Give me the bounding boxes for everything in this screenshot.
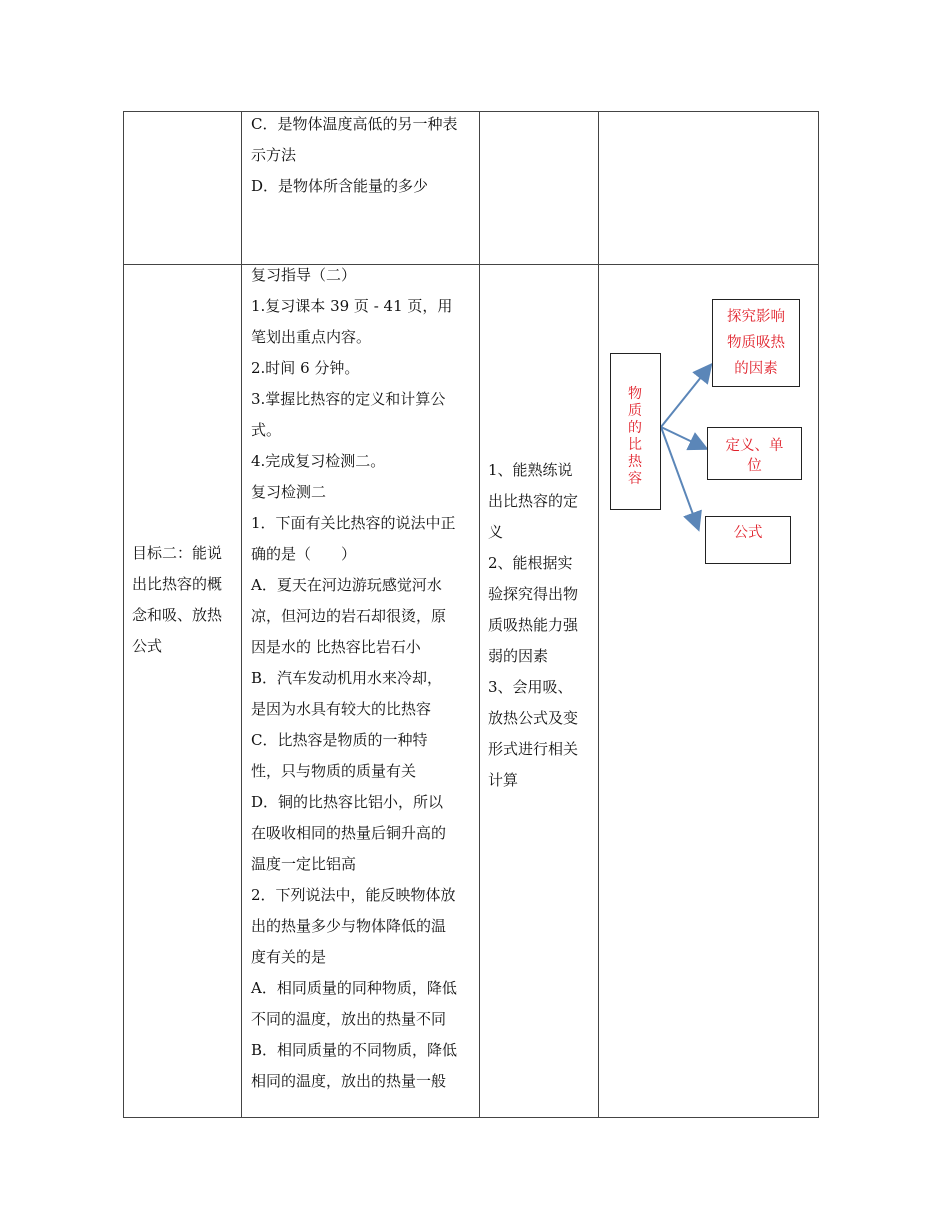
box1-line: 探究影响	[727, 309, 785, 325]
text-line: 因是水的 比热容比岩石小	[251, 638, 421, 656]
text-line: A．相同质量的同种物质，降低	[251, 979, 457, 997]
text-line: 式。	[251, 421, 282, 439]
text-line: 在吸收相同的热量后铜升高的	[251, 824, 447, 842]
text-line: 计算	[488, 771, 519, 789]
text-line: D．是物体所含能量的多少	[251, 177, 429, 195]
text-line: 性，只与物质的质量有关	[251, 762, 417, 780]
text-line: 质吸热能力强	[488, 616, 579, 634]
text-line: 3、会用吸、	[488, 678, 573, 696]
concept-box-definition	[707, 427, 802, 480]
vertical-char: 的	[628, 420, 642, 436]
text-line: 1．下面有关比热容的说法中正	[251, 514, 456, 532]
text-line: 2．下列说法中，能反映物体放	[251, 886, 456, 904]
vertical-char: 物	[628, 386, 642, 402]
text-line: 2、能根据实	[488, 554, 573, 572]
text-line: 出比热容的定	[488, 492, 579, 510]
vertical-char: 比	[628, 437, 642, 453]
concept-center-box	[610, 353, 661, 510]
text-line: 4.完成复习检测二。	[251, 452, 386, 470]
concept-box-factors	[712, 299, 800, 387]
text-line: 放热公式及变	[488, 709, 579, 727]
box2-cut-char: 位	[747, 458, 762, 474]
goal-text-line: 公式	[132, 637, 163, 655]
text-line: D．铜的比热容比铝小，所以	[251, 793, 444, 811]
box1-line: 物质吸热	[727, 335, 785, 351]
text-line: 复习指导（二）	[251, 266, 357, 284]
text-line: 凉，但河边的岩石却很烫，原	[251, 607, 447, 625]
text-line: C．比热容是物质的一种特	[251, 731, 428, 749]
vertical-char: 容	[628, 471, 642, 487]
text-line: 3.掌握比热容的定义和计算公	[251, 390, 446, 408]
text-line: 弱的因素	[488, 647, 549, 665]
arrow-to-box1	[661, 366, 710, 427]
text-line: C．是物体温度高低的另一种表	[251, 115, 458, 133]
text-line: 义	[488, 523, 504, 541]
box2-label: 定义、单	[725, 438, 784, 454]
text-line: 不同的温度，放出的热量不同	[251, 1010, 447, 1028]
text-line: 是因为水具有较大的比热容	[251, 700, 432, 718]
text-line: B．汽车发动机用水来冷却，	[251, 669, 443, 687]
text-line: 度有关的是	[251, 948, 327, 966]
goal-text-line: 目标二：能说	[132, 544, 223, 562]
text-line: 2.时间 6 分钟。	[251, 359, 360, 377]
text-line: 复习检测二	[251, 483, 327, 501]
text-line: 1、能熟练说	[488, 461, 573, 479]
text-line: 验探究得出物	[488, 585, 579, 603]
text-line: 温度一定比铝高	[251, 855, 357, 873]
vertical-char: 质	[628, 403, 642, 419]
vertical-char: 热	[628, 454, 642, 470]
concept-box-formula	[705, 516, 791, 564]
text-line: 出的热量多少与物体降低的温	[251, 917, 447, 935]
goal-text-line: 出比热容的概	[132, 575, 223, 593]
text-line: 示方法	[251, 146, 297, 164]
box1-line: 的因素	[734, 361, 778, 377]
text-line: 相同的温度，放出的热量一般	[251, 1072, 447, 1090]
text-line: A．夏天在河边游玩感觉河水	[251, 576, 442, 594]
text-line: B．相同质量的不同物质，降低	[251, 1041, 458, 1059]
text-line: 形式进行相关	[488, 740, 579, 758]
goal-text-line: 念和吸、放热	[132, 606, 223, 624]
text-line: 确的是（ ）	[251, 545, 357, 563]
center-box-label	[611, 386, 659, 488]
text-line: 1.复习课本 39 页 - 41 页，用	[251, 297, 453, 315]
text-line: 笔划出重点内容。	[251, 328, 372, 346]
box3-label: 公式	[733, 525, 763, 541]
